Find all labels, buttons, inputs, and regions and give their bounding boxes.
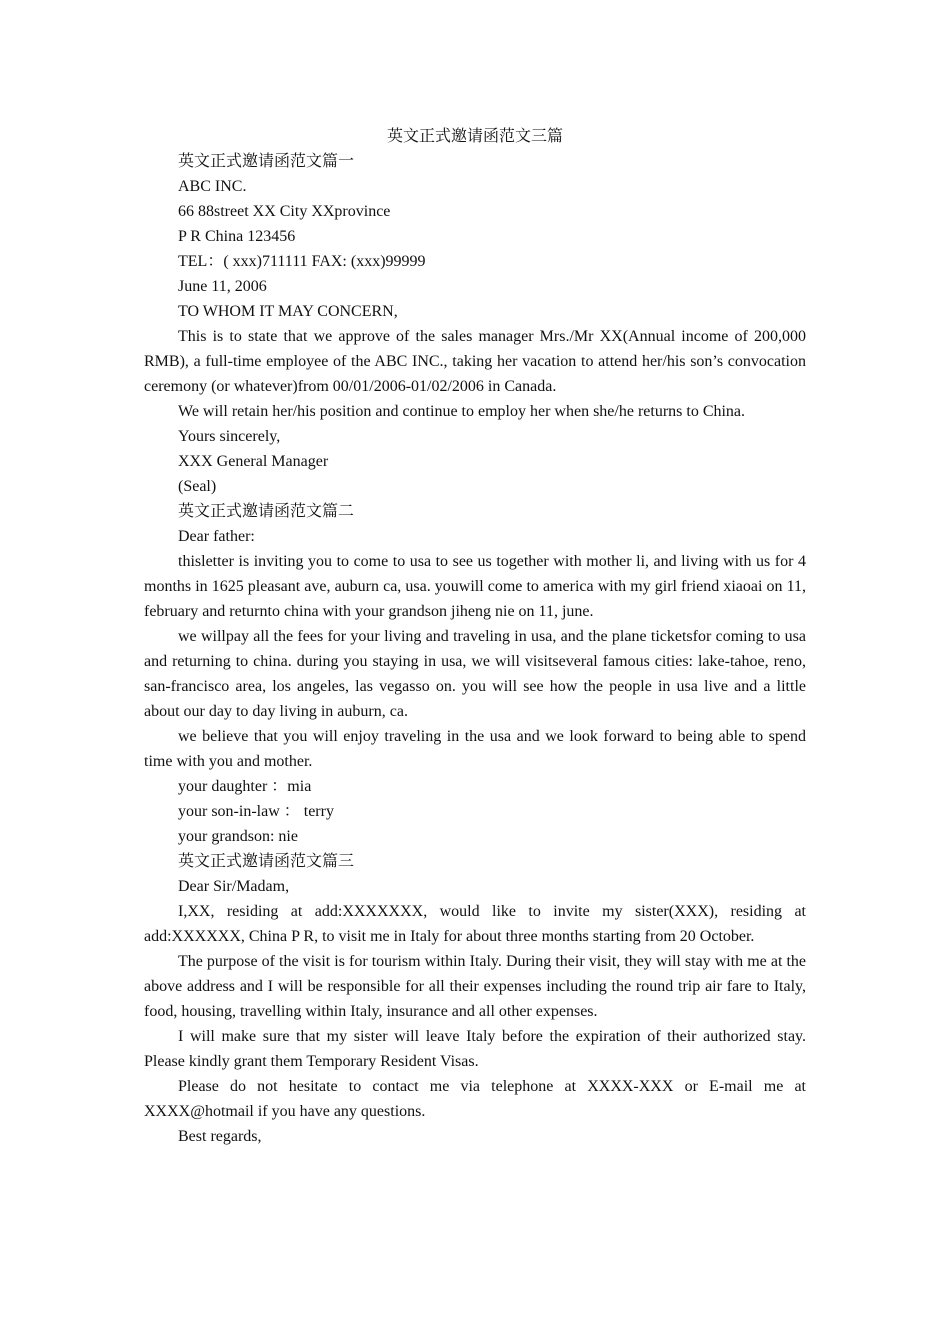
- section2-paragraph-1: thisletter is inviting you to come to usa to see us together with mother li, and living with us for 4 months in 1625 pleasant ave, auburn ca, usa. youwill come to america with my girl friend xiaoai on 11, february and returnto china with your grandson jiheng nie on 11, june.: [144, 553, 806, 620]
- section2-salutation: Dear father:: [178, 528, 255, 545]
- tel-fax-line: TEL：( xxx)711111 FAX: (xxx)99999: [178, 253, 426, 270]
- address-line-2: P R China 123456: [178, 228, 296, 245]
- section3-paragraph-2: The purpose of the visit is for tourism within Italy. During their visit, they will stay with me at the above address and I will be responsible for all their expenses including the round trip air fare to Italy, food, housing, travelling within Italy, insurance and all other expenses.: [144, 953, 806, 1020]
- section3-closing: Best regards,: [178, 1128, 262, 1145]
- section1-paragraph-1: This is to state that we approve of the sales manager Mrs./Mr XX(Annual income of 200,000 RMB), a full-time employee of the ABC INC., taking her vacation to attend her/his son’s convocation ceremony (or whatever)from 00/01/2006-01/02/2006 in Canada.: [144, 328, 806, 395]
- section1-signer: XXX General Manager: [178, 453, 329, 470]
- section1-seal: (Seal): [178, 478, 217, 495]
- document-title: 英文正式邀请函范文三篇: [386, 128, 563, 145]
- address-line-1: 66 88street XX City XXprovince: [178, 203, 391, 220]
- section3-paragraph-1: I,XX, residing at add:XXXXXXX, would like to invite my sister(XXX), residing at add:XXXXXX, China P R, to visit me in Italy for about three months starting from 20 October.: [144, 903, 806, 945]
- section3-paragraph-4: Please do not hesitate to contact me via telephone at XXXX-XXX or E-mail me at XXXX@hotmail if you have any questions.: [144, 1078, 806, 1120]
- section3-heading: 英文正式邀请函范文篇三: [178, 853, 355, 870]
- section1-closing: Yours sincerely,: [178, 428, 281, 445]
- document-page: [144, 124, 806, 1149]
- section2-signature-daughter: your daughter ：mia: [178, 778, 312, 795]
- section3-paragraph-3: I will make sure that my sister will leave Italy before the expiration of their authorized stay. Please kindly grant them Temporary Resident Visas.: [144, 1028, 806, 1070]
- letter-date: June 11, 2006: [178, 278, 267, 295]
- section2-paragraph-2: we willpay all the fees for your living and traveling in usa, and the plane ticketsfor coming to usa and returning to china. during you staying in usa, we will visitseveral famous cities: lake-tahoe, reno, san-francisco area, los angeles, las vegasso on. you will see how the people in usa live and a little about our day to day living in auburn, ca.: [144, 628, 806, 720]
- section2-paragraph-3: we believe that you will enjoy traveling in the usa and we look forward to being able to spend time with you and mother.: [144, 728, 806, 770]
- section1-paragraph-2: We will retain her/his position and continue to employ her when she/he returns to China.: [178, 403, 746, 420]
- section2-signature-grandson: your grandson: nie: [178, 828, 298, 845]
- section1-heading: 英文正式邀请函范文篇一: [178, 153, 355, 170]
- section2-heading: 英文正式邀请函范文篇二: [178, 503, 355, 520]
- section1-salutation: TO WHOM IT MAY CONCERN,: [178, 303, 398, 320]
- company-name: ABC INC.: [178, 178, 247, 195]
- section2-signature-son-in-law: your son-in-law ： terry: [178, 803, 334, 820]
- section3-salutation: Dear Sir/Madam,: [178, 878, 290, 895]
